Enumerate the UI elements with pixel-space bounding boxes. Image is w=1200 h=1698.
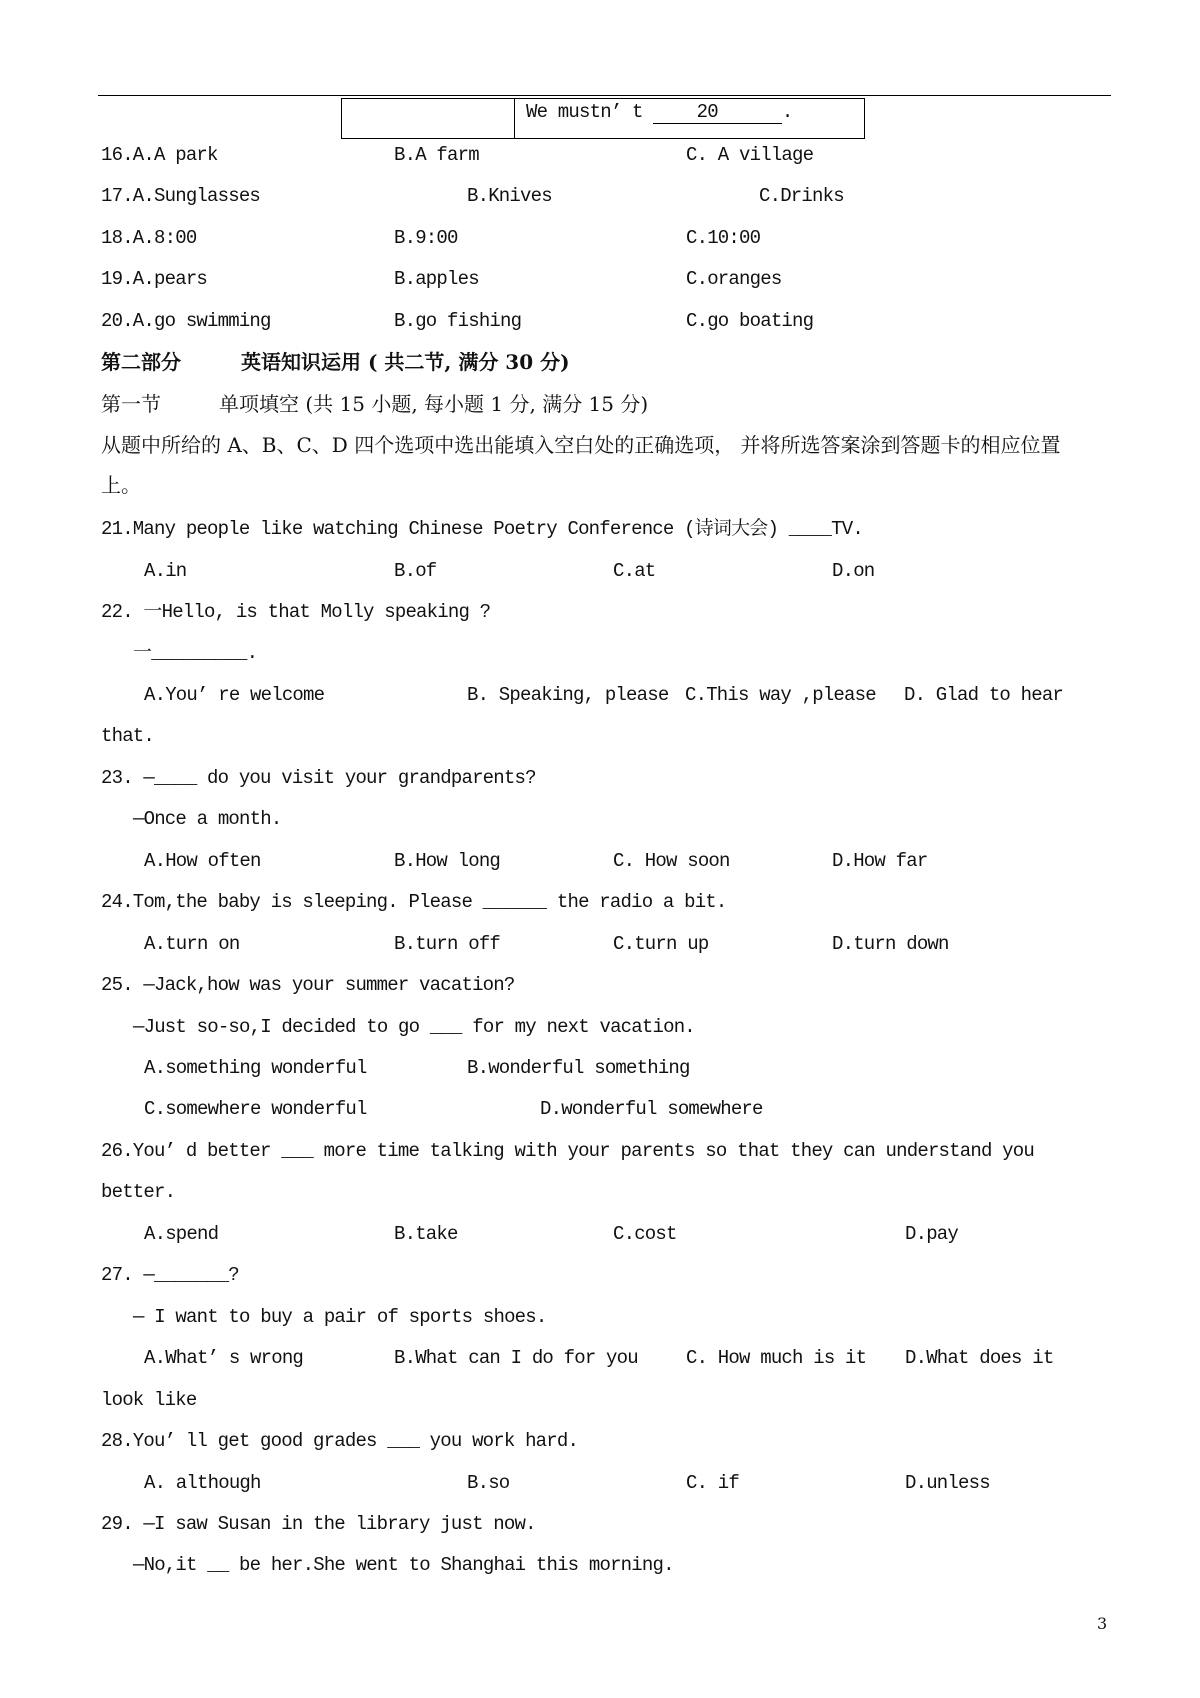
question-21-option-b: B.of [394, 560, 437, 582]
question-23-option-d: D.How far [832, 850, 928, 872]
listening-17-option-a: 17.A.Sunglasses [101, 185, 261, 207]
table-left-cell [342, 99, 515, 138]
question-29-stem: 29. —I saw Susan in the library just now. [101, 1513, 536, 1535]
question-25-option-d: D.wonderful somewhere [540, 1098, 763, 1120]
listening-17-option-c: C.Drinks [759, 185, 844, 207]
question-22-option-a: A.You’ re welcome [144, 684, 325, 706]
question-27-reply: — I want to buy a pair of sports shoes. [133, 1306, 547, 1328]
header-rule [98, 95, 1111, 96]
question-26-option-a: A.spend [144, 1223, 219, 1245]
question-22-reply: 一_________. [133, 642, 258, 664]
question-23-option-c: C. How soon [613, 850, 730, 872]
question-27-option-d: D.What does it [905, 1347, 1054, 1369]
part-two-title: 英语知识运用 ( 共二节, 满分 30 分) [241, 350, 570, 374]
question-27-option-a: A.What’ s wrong [144, 1347, 304, 1369]
question-26-option-c: C.cost [613, 1223, 677, 1245]
question-23-reply: —Once a month. [133, 808, 282, 830]
listening-18-option-a: 18.A.8:00 [101, 227, 197, 249]
listening-20-option-c: C.go boating [686, 310, 814, 332]
question-26-option-b: B.take [394, 1223, 458, 1245]
question-29-reply: —No,it __ be her.She went to Shanghai this morning. [133, 1554, 674, 1576]
listening-20-option-b: B.go fishing [394, 310, 522, 332]
question-28-option-a: A. although [144, 1472, 261, 1494]
question-21-option-a: A.in [144, 560, 187, 582]
listening-17-option-b: B.Knives [467, 185, 552, 207]
question-28-stem: 28.You’ ll get good grades ___ you work hard. [101, 1430, 579, 1452]
listening-19-option-b: B.apples [394, 268, 479, 290]
question-27-option-d-continuation: look like [101, 1389, 197, 1411]
question-23-option-b: B.How long [394, 850, 501, 872]
question-28-option-b: B.so [467, 1472, 510, 1494]
answer-table [341, 98, 865, 139]
listening-19-option-c: C.oranges [686, 268, 782, 290]
listening-18-option-b: B.9:00 [394, 227, 458, 249]
listening-16-option-b: B.A farm [394, 144, 479, 166]
listening-20-option-a: 20.A.go swimming [101, 310, 271, 332]
question-26-stem: 26.You’ d better ___ more time talking with your parents so that they can understand you [101, 1140, 1034, 1162]
question-27-stem: 27. —_______? [101, 1264, 239, 1286]
question-22-stem: 22. 一Hello, is that Molly speaking ? [101, 601, 491, 623]
listening-16-option-a: 16.A.A park [101, 144, 218, 166]
question-26-stem-continuation: better. [101, 1181, 176, 1203]
question-22-option-c: C.This way ,please [685, 684, 876, 706]
instructions-line-2: 上。 [101, 473, 141, 497]
question-22-option-d-continuation: that. [101, 725, 155, 747]
question-23-stem: 23. —____ do you visit your grandparents? [101, 767, 536, 789]
question-25-reply: —Just so-so,I decided to go ___ for my next vacation. [133, 1016, 695, 1038]
question-24-option-b: B.turn off [394, 933, 501, 955]
section-one-label: 第一节 [101, 392, 161, 416]
question-25-option-c: C.somewhere wonderful [144, 1098, 367, 1120]
section-one-title: 单项填空 (共 15 小题, 每小题 1 分, 满分 15 分) [219, 392, 649, 416]
question-23-option-a: A.How often [144, 850, 261, 872]
listening-16-option-c: C. A village [686, 144, 814, 166]
question-21-stem: 21.Many people like watching Chinese Poetry Conference (诗词大会) ____TV. [101, 518, 863, 540]
question-21-option-d: D.on [832, 560, 875, 582]
question-25-option-a: A.something wonderful [144, 1057, 367, 1079]
question-25-option-b: B.wonderful something [467, 1057, 690, 1079]
part-two-label: 第二部分 [101, 350, 181, 374]
page-number: 3 [1097, 1614, 1108, 1633]
question-25-stem: 25. —Jack,how was your summer vacation? [101, 974, 515, 996]
question-22-option-b: B. Speaking, please [467, 684, 669, 706]
question-28-option-d: D.unless [905, 1472, 990, 1494]
listening-18-option-c: C.10:00 [686, 227, 761, 249]
question-21-option-c: C.at [613, 560, 656, 582]
question-24-stem: 24.Tom,the baby is sleeping. Please ______ the radio a bit. [101, 891, 727, 913]
instructions-line-1: 从题中所给的 A、B、C、D 四个选项中选出能填入空白处的正确选项， 并将所选答案涂到答题卡的相应位置 [101, 433, 1061, 457]
question-27-option-c: C. How much is it [686, 1347, 867, 1369]
table-cell-text: We mustn’ t [526, 101, 643, 123]
question-27-option-b: B.What can I do for you [394, 1347, 638, 1369]
question-28-option-c: C. if [686, 1472, 740, 1494]
table-blank-answer: 20 [653, 102, 782, 124]
question-24-option-a: A.turn on [144, 933, 240, 955]
table-right-cell [526, 100, 792, 124]
question-22-option-d: D. Glad to hear [904, 684, 1064, 706]
listening-19-option-a: 19.A.pears [101, 268, 208, 290]
table-end-punct: . [781, 101, 793, 123]
question-24-option-d: D.turn down [832, 933, 949, 955]
question-26-option-d: D.pay [905, 1223, 959, 1245]
question-24-option-c: C.turn up [613, 933, 709, 955]
